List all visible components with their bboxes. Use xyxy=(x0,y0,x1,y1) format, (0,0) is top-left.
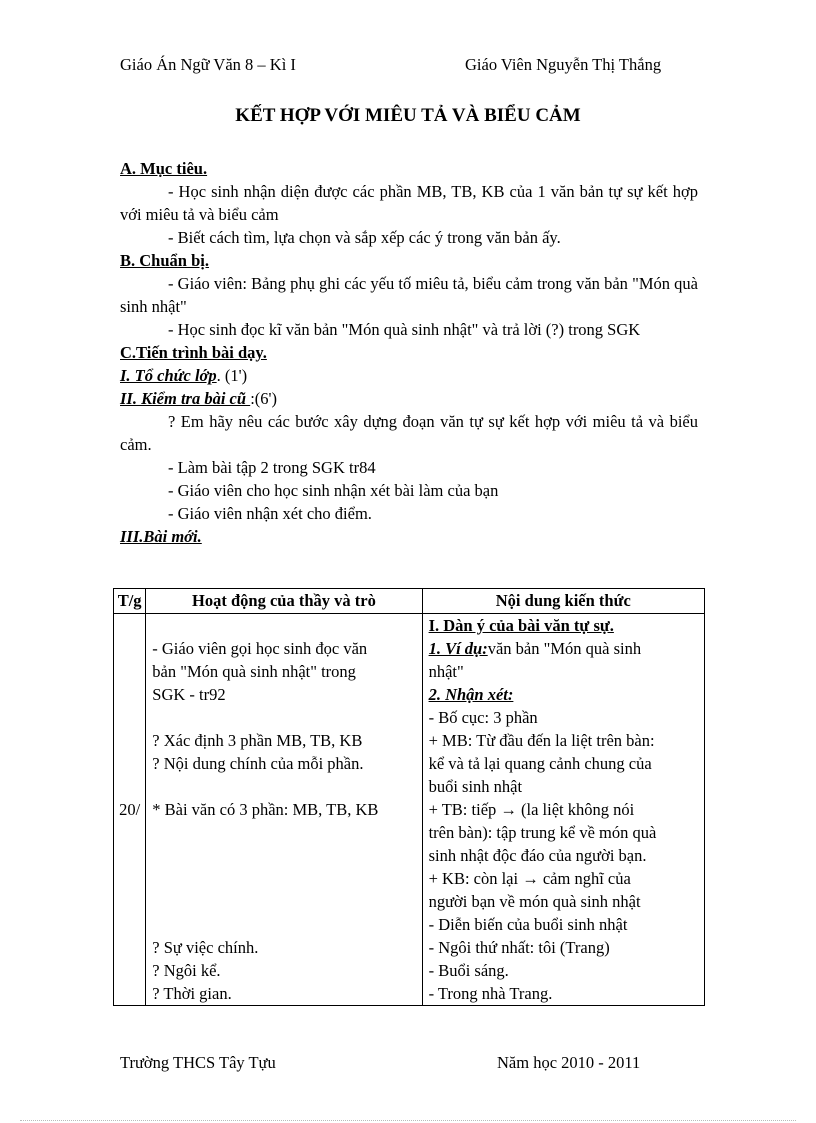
time-value: 20/ xyxy=(119,800,141,819)
activity-line: ? Sự việc chính. xyxy=(152,938,259,957)
header-right: Giáo Viên Nguyễn Thị Thắng xyxy=(465,55,662,74)
activity-line: ? Ngôi kể. xyxy=(152,961,221,980)
content-line: buổi sinh nhật xyxy=(428,777,523,796)
content-line: - Trong nhà Trang. xyxy=(428,984,553,1003)
section-a-heading: A. Mục tiêu. xyxy=(120,159,208,178)
content-line: cảm nghĩ của xyxy=(542,869,631,888)
section-b-item: - Giáo viên: Bảng phụ ghi các yếu tố miêu tả, biểu cảm trong văn bản "Món quà sinh nhật" xyxy=(120,274,698,316)
section-c2-heading: II. Kiểm tra bài cũ xyxy=(120,389,251,408)
section-c2-item: - Giáo viên cho học sinh nhận xét bài làm của bạn xyxy=(168,481,499,500)
page-bottom-divider xyxy=(20,1120,796,1121)
footer-year: Năm học 2010 - 2011 xyxy=(497,1053,641,1072)
section-b-heading: B. Chuẩn bị. xyxy=(120,251,209,270)
arrow-right-icon: → xyxy=(500,800,517,819)
content-line: + TB: tiếp xyxy=(428,800,497,819)
arrow-right-icon: → xyxy=(522,869,539,888)
content-line: - Ngôi thứ nhất: tôi (Trang) xyxy=(428,938,610,957)
activity-line: ? Thời gian. xyxy=(152,984,232,1003)
time-cell xyxy=(114,614,146,1006)
activity-cell xyxy=(146,614,422,1006)
page-title: KẾT HỢP VỚI MIÊU TẢ VÀ BIỂU CẢM xyxy=(235,105,581,126)
table-header-row xyxy=(114,589,705,614)
section-c3-heading: III.Bài mới. xyxy=(120,527,202,546)
section-c2-time: :(6') xyxy=(250,389,277,408)
content-line: nhật" xyxy=(428,662,464,681)
content-line: + MB: Từ đầu đến la liệt trên bàn: xyxy=(428,731,655,750)
activity-line: ? Xác định 3 phần MB, TB, KB xyxy=(152,731,363,750)
section-b-item: - Học sinh đọc kĩ văn bản "Món quà sinh nhật" và trả lời (?) trong SGK xyxy=(168,320,641,339)
table-row xyxy=(114,614,705,1006)
content-line: (la liệt không nói xyxy=(521,800,635,819)
content-heading: I. Dàn ý của bài văn tự sự. xyxy=(428,616,614,635)
content-line: sinh nhật độc đáo của người bạn. xyxy=(428,846,647,865)
section-a-item: - Biết cách tìm, lựa chọn và sắp xếp các ý trong văn bản ấy. xyxy=(168,228,561,247)
section-c2-item: - Làm bài tập 2 trong SGK tr84 xyxy=(168,458,376,477)
content-line: - Diễn biến của buổi sinh nhật xyxy=(428,915,628,934)
activity-line: * Bài văn có 3 phần: MB, TB, KB xyxy=(152,800,379,819)
footer-school: Trường THCS Tây Tựu xyxy=(120,1053,276,1072)
table-header-activity: Hoạt động của thầy và trò xyxy=(146,589,422,614)
content-line: - Bố cục: 3 phần xyxy=(428,708,538,727)
activity-line: bản "Món quà sinh nhật" trong xyxy=(152,662,356,681)
content-line: kể và tả lại quang cảnh chung của xyxy=(428,754,652,773)
example-text: văn bản "Món quà sinh xyxy=(487,639,642,658)
activity-line: SGK - tr92 xyxy=(152,685,226,704)
activity-line: ? Nội dung chính của mỗi phần. xyxy=(152,754,364,773)
content-cell xyxy=(422,614,704,1006)
example-label: 1. Ví dụ: xyxy=(428,639,488,658)
table-header-time: T/g xyxy=(114,589,146,614)
activity-line: - Giáo viên gọi học sinh đọc văn xyxy=(152,639,368,658)
section-c1-heading: I. Tổ chức lớp xyxy=(120,366,217,385)
lesson-body xyxy=(120,157,698,548)
lesson-table xyxy=(113,588,705,1006)
remark-label: 2. Nhận xét: xyxy=(428,685,514,704)
section-a-item: - Học sinh nhận diện được các phần MB, TB, KB của 1 văn bản tự sự kết hợp với miêu tả và biểu cảm xyxy=(120,182,698,224)
content-line: trên bàn): tập trung kể về món quà xyxy=(428,823,657,842)
content-line: + KB: còn lại xyxy=(428,869,519,888)
section-c2-item: ? Em hãy nêu các bước xây dựng đoạn văn tự sự kết hợp với miêu tả và biểu cảm. xyxy=(120,412,698,454)
header-left: Giáo Án Ngữ Văn 8 – Kì I xyxy=(120,55,296,74)
content-line: - Buổi sáng. xyxy=(428,961,509,980)
section-c-heading: C.Tiến trình bài dạy. xyxy=(120,343,267,362)
section-c1-time: . (1') xyxy=(216,366,248,385)
table-header-content: Nội dung kiến thức xyxy=(422,589,704,614)
section-c2-item: - Giáo viên nhận xét cho điểm. xyxy=(168,504,372,523)
content-line: người bạn về món quà sinh nhật xyxy=(428,892,641,911)
